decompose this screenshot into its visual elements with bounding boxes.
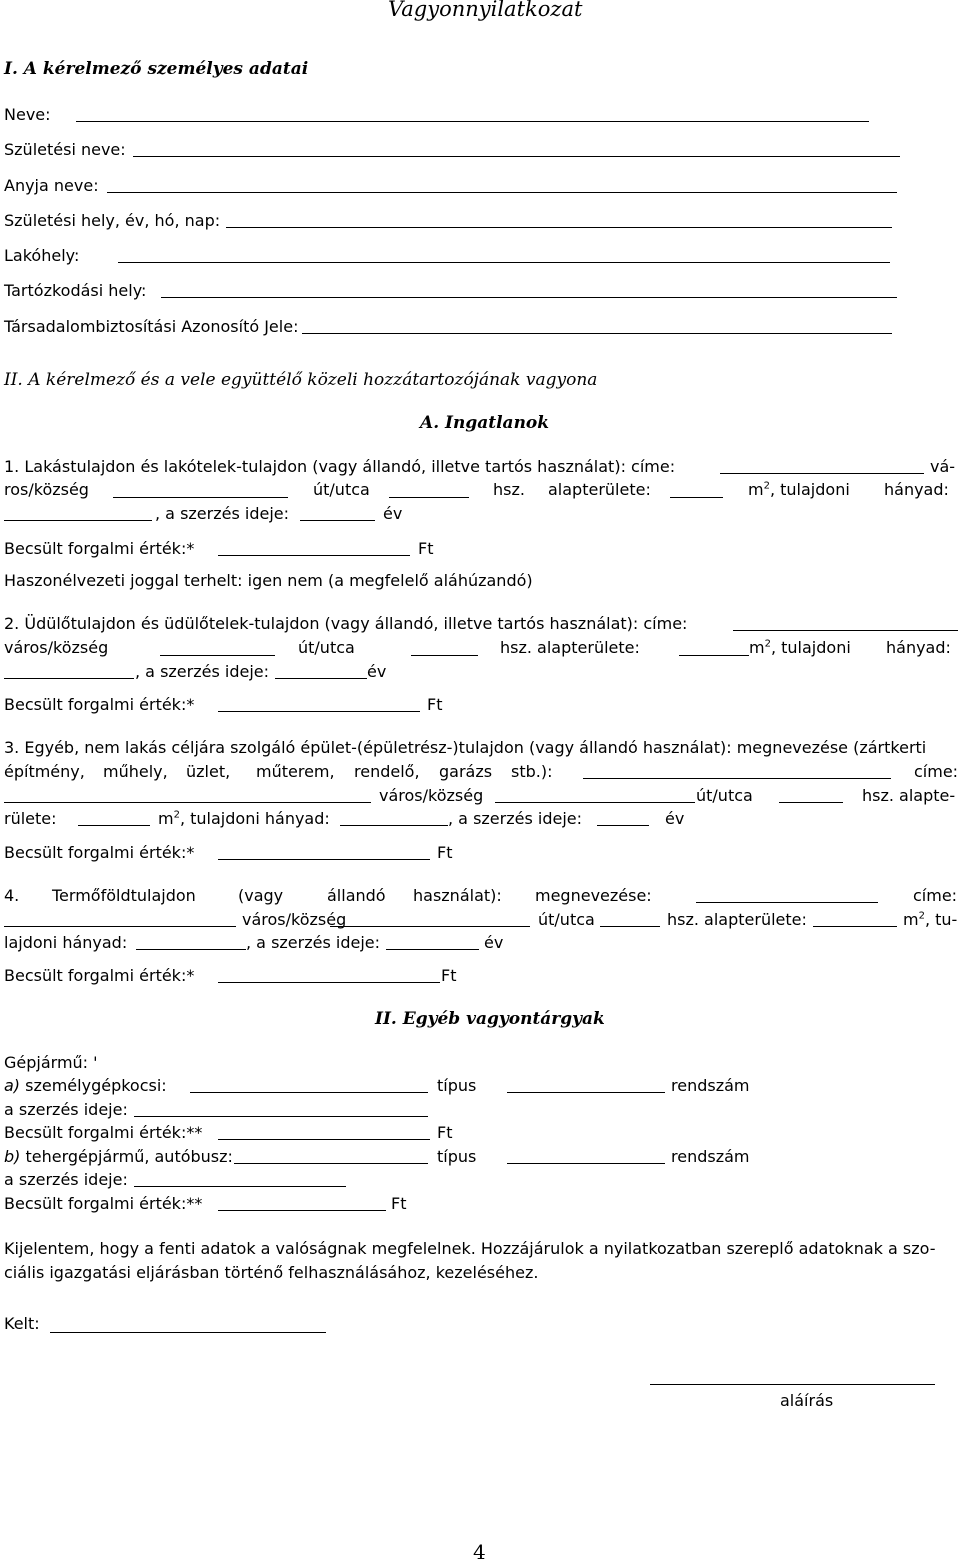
item2-hsz-area-label: hsz. alapterülete: bbox=[500, 638, 640, 657]
vehicle-a-value-input-line[interactable] bbox=[218, 1139, 430, 1140]
item2-year-label: év bbox=[367, 662, 387, 681]
item1-acq-input-line[interactable] bbox=[300, 520, 375, 521]
field-label-mother-name: Anyja neve: bbox=[4, 176, 99, 195]
item3-share-input-line[interactable] bbox=[340, 825, 448, 826]
field-label-name: Neve: bbox=[4, 105, 51, 124]
item3-word-epitmeny: építmény, bbox=[4, 762, 85, 781]
item1-value-label: Becsült forgalmi érték:* bbox=[4, 539, 195, 558]
item4-hsz-area-label: hsz. alapterülete: bbox=[667, 910, 807, 929]
vehicle-a-acq-input-line[interactable] bbox=[134, 1116, 428, 1117]
field-label-birth-place-date: Születési hely, év, hó, nap: bbox=[4, 211, 221, 230]
item3-area-label: rülete: bbox=[4, 809, 57, 828]
vehicle-b-acq-label: a szerzés ideje: bbox=[4, 1170, 128, 1189]
vehicle-b-input-line[interactable] bbox=[234, 1163, 428, 1164]
item1-share-label: hányad: bbox=[884, 480, 949, 499]
item3-word-stb: stb.): bbox=[511, 762, 553, 781]
item2-share-label: hányad: bbox=[886, 638, 951, 657]
item1-year-label: év bbox=[383, 504, 403, 523]
item3-word-muterem: műterem, bbox=[256, 762, 335, 781]
item4-word-allando: állandó bbox=[327, 886, 386, 905]
kelt-input-line[interactable] bbox=[50, 1332, 326, 1333]
field-birth-name-input-line[interactable] bbox=[133, 156, 900, 157]
item4-value-input-line[interactable] bbox=[218, 982, 440, 983]
item3-value-input-line[interactable] bbox=[218, 859, 430, 860]
field-birth-place-date-input-line[interactable] bbox=[226, 227, 892, 228]
item3-address-label: címe: bbox=[914, 762, 959, 781]
item2-area-input-line[interactable] bbox=[679, 655, 749, 656]
item3-street-label: út/utca bbox=[696, 786, 753, 805]
vehicle-b-value-label: Becsült forgalmi érték:** bbox=[4, 1194, 203, 1213]
declaration-line1: Kijelentem, hogy a fenti adatok a valóságnak megfelelnek. Hozzájárulok a nyilatkozatban szereplő adatoknak a szo- bbox=[4, 1239, 936, 1258]
item4-year-label: év bbox=[484, 933, 504, 952]
item2-line1-text: 2. Üdülőtulajdon és üdülőtelek-tulajdon (vagy állandó, illetve tartós használat): címe: bbox=[4, 614, 688, 633]
item1-area-unit: $m^2$, tulajdoni bbox=[748, 480, 850, 499]
item2-city-label: város/község bbox=[4, 638, 109, 657]
section-3-heading: II. Egyéb vagyontárgyak bbox=[375, 1009, 605, 1029]
item4-word-termofold: Termőföldtulajdon bbox=[52, 886, 196, 905]
item4-word-hasznalat: használat): bbox=[413, 886, 502, 905]
signature-label: aláírás bbox=[780, 1391, 834, 1410]
vehicle-b-type-input-line[interactable] bbox=[507, 1163, 665, 1164]
item1-line1-text: 1. Lakástulajdon és lakótelek-tulajdon (vagy állandó, illetve tartós használat): címe: bbox=[4, 457, 676, 476]
item1-acq-label: , a szerzés ideje: bbox=[155, 504, 290, 523]
item3-word-uzlet: üzlet, bbox=[186, 762, 231, 781]
item2-street-input-line[interactable] bbox=[411, 655, 478, 656]
item2-area-unit: $m^2$, tulajdoni bbox=[749, 638, 851, 657]
item2-value-unit: Ft bbox=[427, 695, 443, 714]
item4-address-input-line[interactable] bbox=[4, 926, 236, 927]
field-name-input-line[interactable] bbox=[76, 121, 869, 122]
item1-value-input-line[interactable] bbox=[218, 555, 410, 556]
item2-value-input-line[interactable] bbox=[218, 711, 420, 712]
vehicle-b-plate-label: rendszám bbox=[671, 1147, 750, 1166]
page-number: 4 bbox=[473, 1540, 486, 1564]
item1-line1-end: vá- bbox=[930, 457, 956, 476]
section-1-heading: I. A kérelmező személyes adatai bbox=[4, 59, 309, 79]
item4-share-input-line[interactable] bbox=[136, 949, 246, 950]
item4-area-input-line[interactable] bbox=[813, 926, 897, 927]
item1-usufruct-text: Haszonélvezeti joggal terhelt: igen nem (a megfelelő aláhúzandó) bbox=[4, 571, 533, 590]
item1-address-input-line[interactable] bbox=[720, 473, 924, 474]
item3-street-input-line[interactable] bbox=[779, 802, 843, 803]
vehicle-b-value-input-line[interactable] bbox=[218, 1210, 386, 1211]
declaration-line2: ciális igazgatási eljárásban történő felhasználásához, kezeléséhez. bbox=[4, 1263, 539, 1282]
field-stay-place-input-line[interactable] bbox=[161, 297, 897, 298]
item2-street-label: út/utca bbox=[298, 638, 355, 657]
item1-area-input-line[interactable] bbox=[670, 497, 723, 498]
signature-line[interactable] bbox=[650, 1384, 935, 1385]
item3-address-input-line[interactable] bbox=[4, 802, 371, 803]
item4-city-label: város/község bbox=[242, 910, 347, 929]
vehicle-a-input-line[interactable] bbox=[190, 1092, 428, 1093]
vehicle-a-acq-label: a szerzés ideje: bbox=[4, 1100, 128, 1119]
item4-name-label: megnevezése: bbox=[535, 886, 652, 905]
item4-area-unit: $m^2$, tu- bbox=[903, 910, 958, 929]
item1-value-unit: Ft bbox=[418, 539, 434, 558]
item1-city-label: ros/község bbox=[4, 480, 89, 499]
item1-street-input-line[interactable] bbox=[389, 497, 469, 498]
item1-city-input-line[interactable] bbox=[113, 497, 288, 498]
item3-word-rendelo: rendelő, bbox=[354, 762, 420, 781]
item4-street-label: út/utca bbox=[538, 910, 595, 929]
vehicle-a-row: a) személygépkocsi: bbox=[4, 1076, 167, 1095]
item1-hsz-label: hsz. bbox=[493, 480, 525, 499]
item3-word-garazs: garázs bbox=[439, 762, 493, 781]
item3-acq-input-line[interactable] bbox=[597, 825, 649, 826]
item4-value-label: Becsült forgalmi érték:* bbox=[4, 966, 195, 985]
vehicle-b-row: b) tehergépjármű, autóbusz: bbox=[4, 1147, 233, 1166]
item3-city-label: város/község bbox=[379, 786, 484, 805]
vehicle-a-plate-label: rendszám bbox=[671, 1076, 750, 1095]
item4-street-input-line[interactable] bbox=[600, 926, 660, 927]
item3-name-input-line[interactable] bbox=[583, 778, 891, 779]
item2-share-input-line[interactable] bbox=[4, 678, 134, 679]
field-label-stay-place: Tartózkodási hely: bbox=[4, 281, 147, 300]
item3-area-input-line[interactable] bbox=[78, 825, 150, 826]
item4-number: 4. bbox=[4, 886, 20, 905]
section-2-heading: II. A kérelmező és a vele együttélő közeli hozzátartozójának vagyona bbox=[4, 370, 598, 390]
item3-city-input-line[interactable] bbox=[495, 802, 695, 803]
kelt-label: Kelt: bbox=[4, 1314, 40, 1333]
vehicle-label: Gépjármű: ' bbox=[4, 1053, 98, 1072]
item4-acq-input-line[interactable] bbox=[386, 949, 479, 950]
vehicle-a-type-input-line[interactable] bbox=[507, 1092, 665, 1093]
field-residence-input-line[interactable] bbox=[118, 262, 890, 263]
field-taj-input-line[interactable] bbox=[302, 333, 892, 334]
item2-address-input-line[interactable] bbox=[733, 630, 958, 631]
item4-acq-label: , a szerzés ideje: bbox=[246, 933, 381, 952]
item1-area-label: alapterülete: bbox=[548, 480, 651, 499]
item4-name-input-line[interactable] bbox=[696, 902, 878, 903]
vehicle-b-type-label: típus bbox=[437, 1147, 477, 1166]
subsection-a-heading: A. Ingatlanok bbox=[420, 413, 550, 433]
item3-value-label: Becsült forgalmi érték:* bbox=[4, 843, 195, 862]
item4-city-input-line[interactable] bbox=[330, 926, 530, 927]
item4-share-label: lajdoni hányad: bbox=[4, 933, 128, 952]
item4-word-vagy: (vagy bbox=[238, 886, 284, 905]
item3-value-unit: Ft bbox=[437, 843, 453, 862]
field-mother-name-input-line[interactable] bbox=[107, 192, 897, 193]
vehicle-a-value-label: Becsült forgalmi érték:** bbox=[4, 1123, 203, 1142]
item2-acq-input-line[interactable] bbox=[275, 678, 367, 679]
item2-value-label: Becsült forgalmi érték:* bbox=[4, 695, 195, 714]
item3-acq-label: , a szerzés ideje: bbox=[448, 809, 583, 828]
field-label-residence: Lakóhely: bbox=[4, 246, 80, 265]
item2-acq-label: , a szerzés ideje: bbox=[135, 662, 270, 681]
vehicle-a-value-unit: Ft bbox=[437, 1123, 453, 1142]
item2-city-input-line[interactable] bbox=[160, 655, 275, 656]
field-label-taj: Társadalombiztosítási Azonosító Jele: bbox=[4, 317, 299, 336]
document-title: Vagyonnyilatkozat bbox=[388, 0, 583, 21]
item3-line1-text: 3. Egyéb, nem lakás céljára szolgáló épület-(épületrész-)tulajdon (vagy állandó használat): megnevezése (zártkerti bbox=[4, 738, 927, 757]
item3-word-muhely: műhely, bbox=[103, 762, 168, 781]
field-label-birth-name: Születési neve: bbox=[4, 140, 126, 159]
vehicle-a-type-label: típus bbox=[437, 1076, 477, 1095]
vehicle-b-value-unit: Ft bbox=[391, 1194, 407, 1213]
item3-area-unit-share: $m^2$, tulajdoni hányad: bbox=[158, 809, 330, 828]
item3-year-label: év bbox=[665, 809, 685, 828]
item1-share-input-line[interactable] bbox=[4, 520, 152, 521]
item4-value-unit: Ft bbox=[441, 966, 457, 985]
item1-street-label: út/utca bbox=[313, 480, 370, 499]
item4-address-label: címe: bbox=[913, 886, 958, 905]
vehicle-b-acq-input-line[interactable] bbox=[134, 1186, 346, 1187]
item3-hsz-label: hsz. alapte- bbox=[862, 786, 956, 805]
